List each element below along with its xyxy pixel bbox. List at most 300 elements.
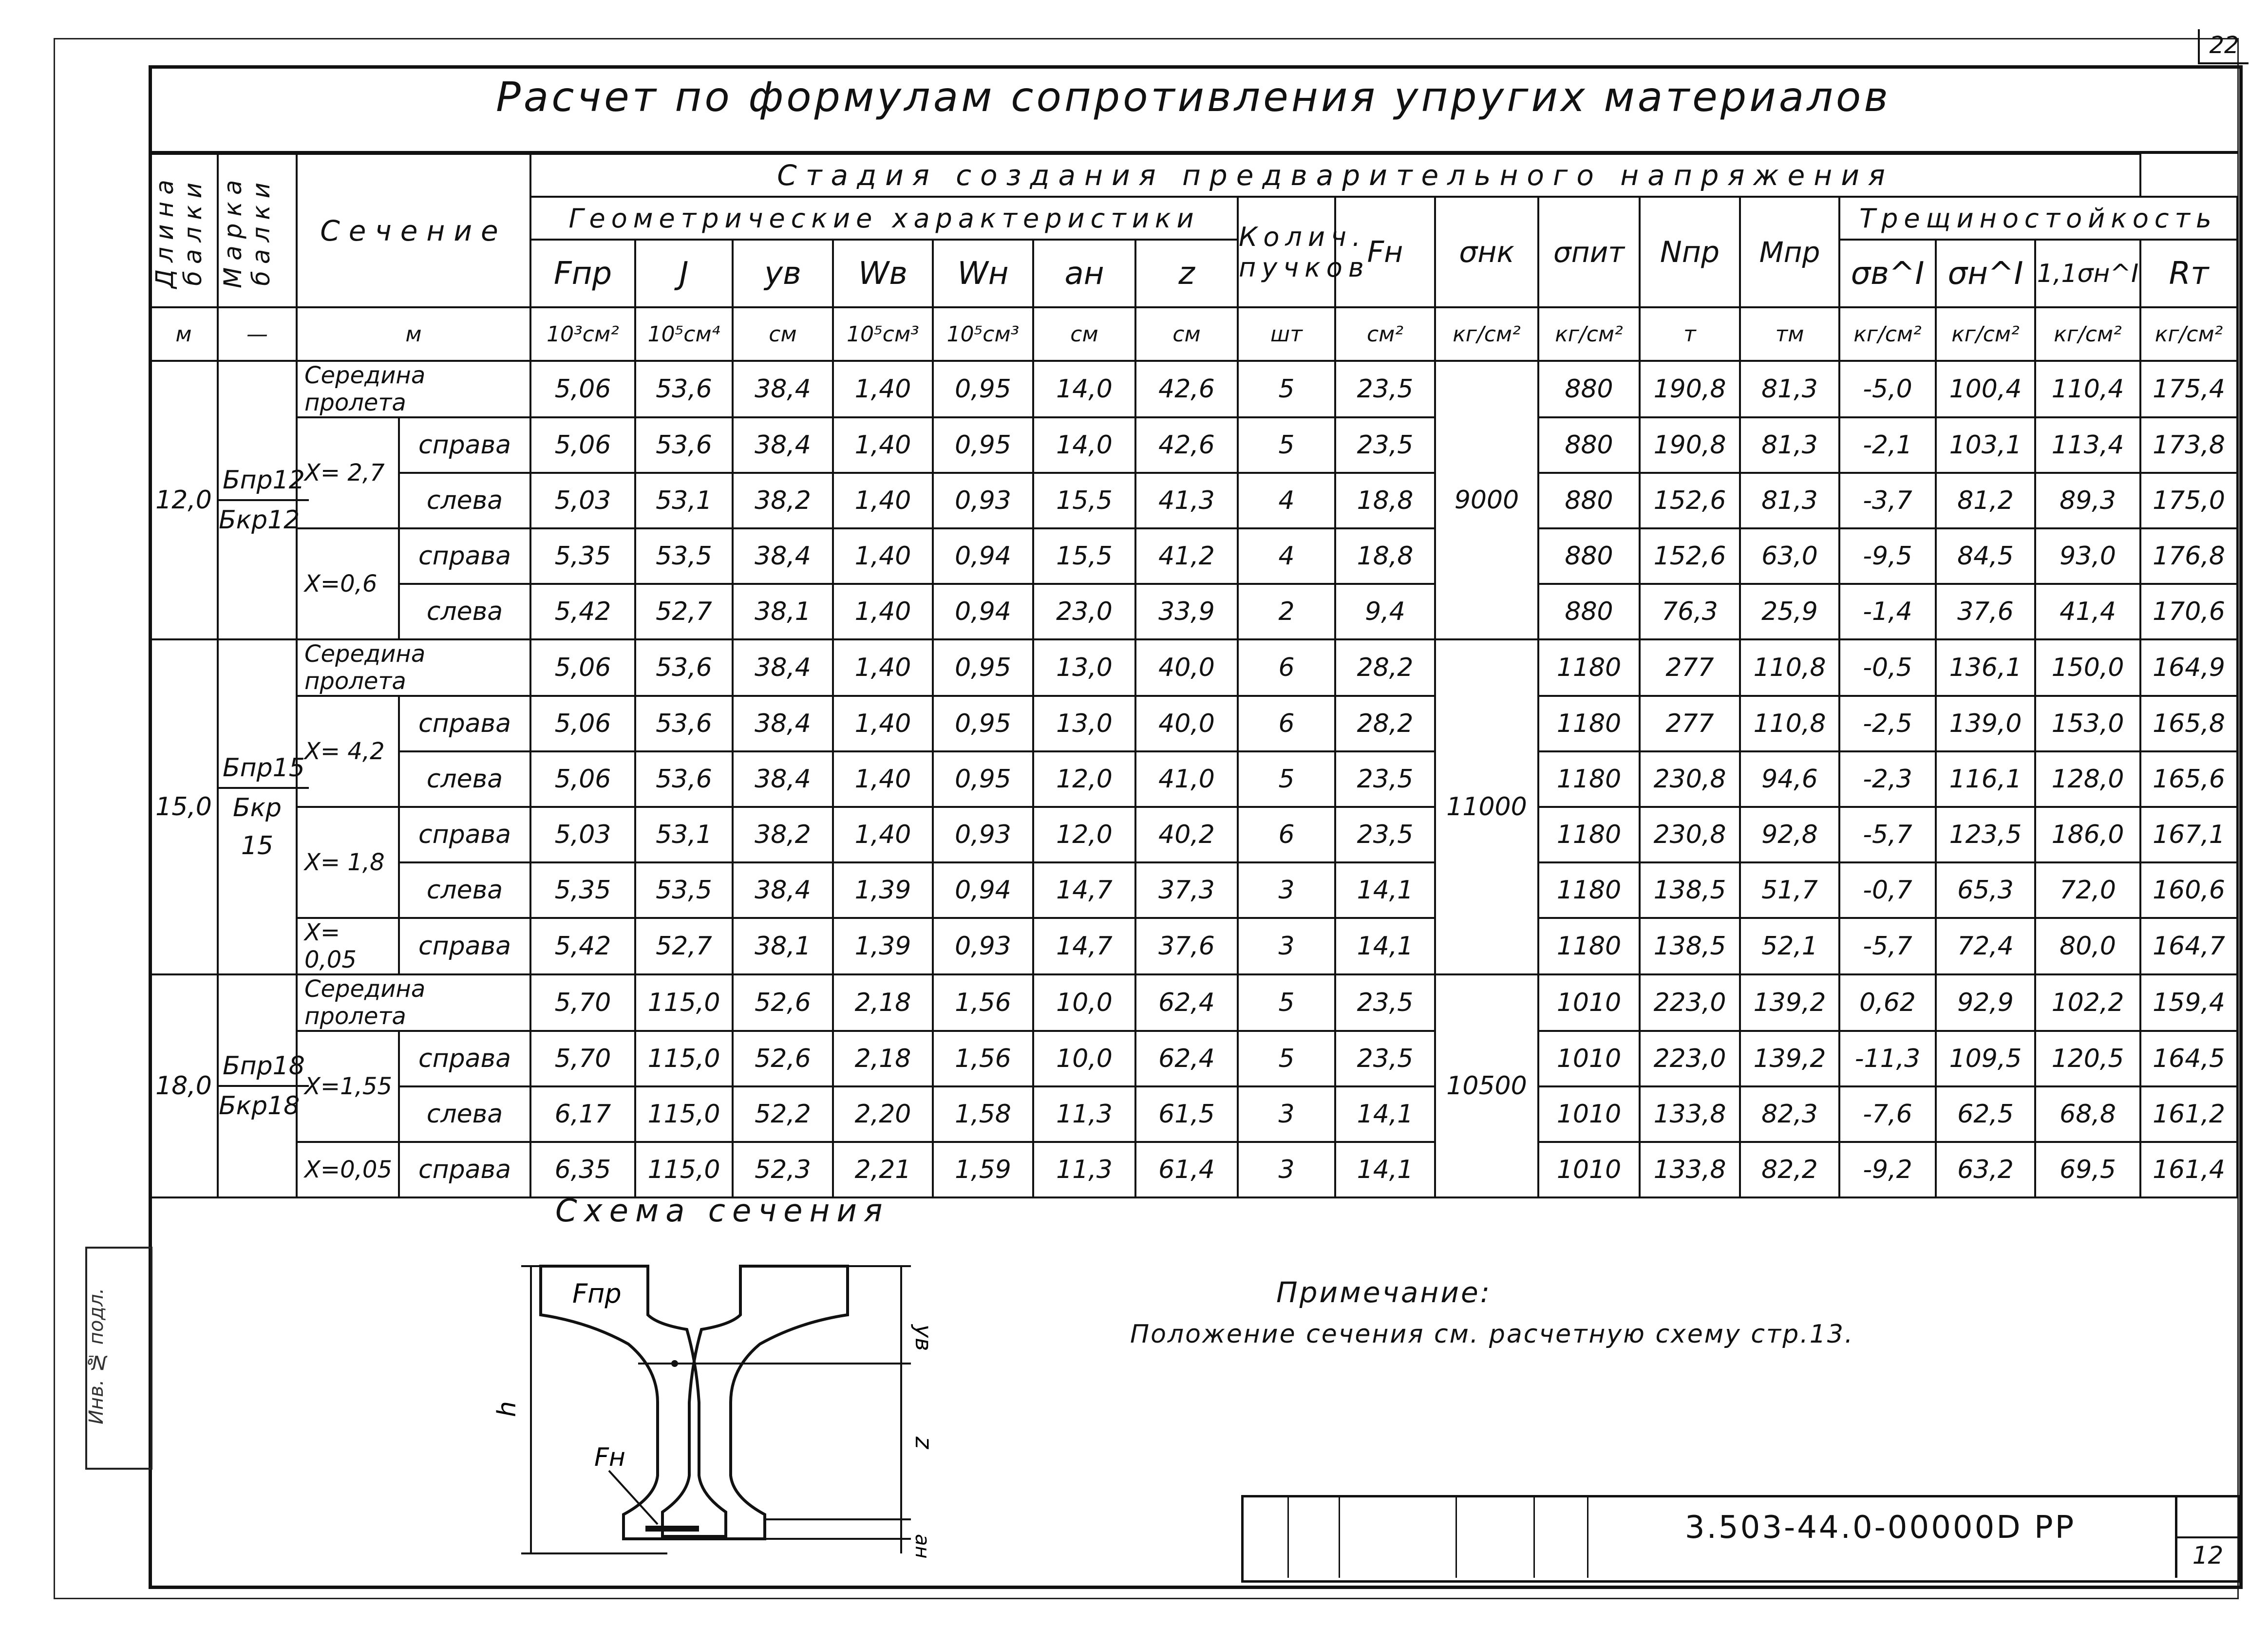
table-row [150,417,2237,473]
cell-x-position: X=0,6 [297,528,399,639]
cell-value: 53,6 [635,361,733,417]
cell-x-position: X= 2,7 [297,417,399,528]
cell-value: 0,93 [933,807,1033,862]
unit-z: см [1135,307,1238,361]
cell-value: 880 [1538,584,1640,639]
cell-value: 3 [1238,1142,1335,1197]
unit-j: 10⁵см⁴ [635,307,733,361]
cell-value: 92,8 [1740,807,1839,862]
cell-value: 62,5 [1936,1086,2035,1142]
cell-value: 81,3 [1740,361,1839,417]
label-z: z [910,1437,937,1449]
hdr-length: Длина балки [150,154,218,307]
unit-wn: 10⁵см³ [933,307,1033,361]
cell-value: 165,6 [2140,751,2237,807]
cell-value: 94,6 [1740,751,1839,807]
cell-side: слева [399,862,530,918]
cell-value: 52,7 [635,584,733,639]
cell-value: 38,4 [733,751,833,807]
cell-value: 5,42 [530,584,635,639]
cell-value: 0,93 [933,473,1033,528]
cell-x-position: X=1,55 [297,1031,399,1142]
cell-value: 13,0 [1033,639,1135,696]
cell-value: 13,0 [1033,696,1135,751]
cell-value: 5,70 [530,974,635,1031]
cell-value: 6,35 [530,1142,635,1197]
cell-value: 0,94 [933,862,1033,918]
unit-an: см [1033,307,1135,361]
cell-value: 92,9 [1936,974,2035,1031]
cell-value: 18,8 [1335,473,1435,528]
table-row [150,918,2237,974]
cell-value: 1,40 [833,751,933,807]
cell-value: 175,4 [2140,361,2237,417]
hdr-brand: Марка балки [218,154,297,307]
hdr-col-yv: yв [733,240,833,307]
hdr-col-fn: Fн [1335,197,1435,307]
cell-value: 14,7 [1033,918,1135,974]
cell-value: 53,1 [635,807,733,862]
cell-value: 223,0 [1640,974,1740,1031]
hdr-stage: Стадия создания предварительного напряжения [530,154,2140,197]
label-yv: yв [910,1325,937,1351]
cell-value: 0,95 [933,696,1033,751]
note-heading: Примечание: [1276,1276,1492,1309]
cell-value: 76,3 [1640,584,1740,639]
label-fn: Fн [594,1443,625,1472]
cell-brand [218,974,305,1197]
cell-value: 1,40 [833,639,933,696]
cell-value: 277 [1640,639,1740,696]
cell-side: справа [399,807,530,862]
cell-value: 1,56 [933,1031,1033,1086]
cell-value: 53,1 [635,473,733,528]
cell-value: 82,3 [1740,1086,1839,1142]
cell-side: справа [399,417,530,473]
hdr-col-fpr: Fпр [530,240,635,307]
cell-value: 52,2 [733,1086,833,1142]
cell-value: 0,93 [933,918,1033,974]
cell-value: 1,40 [833,584,933,639]
table-row [150,807,2237,862]
hdr-col-npr: Nпр [1640,197,1740,307]
cell-value: -2,1 [1839,417,1936,473]
cell-value: 1010 [1538,1031,1640,1086]
cell-value: 42,6 [1135,361,1238,417]
cell-value: 38,1 [733,918,833,974]
cell-value: 1,40 [833,696,933,751]
cell-value: 12,0 [1033,751,1135,807]
cell-brand [218,639,305,974]
cell-value: 52,3 [733,1142,833,1197]
cell-value: 5,03 [530,807,635,862]
cell-section: Середина пролета [297,639,530,696]
cell-value: 109,5 [1936,1031,2035,1086]
unit-npr: т [1640,307,1740,361]
calc-table [149,153,2238,1198]
label-an: aн [911,1534,933,1559]
cell-value: 113,4 [2035,417,2140,473]
cell-value: 42,6 [1135,417,1238,473]
cell-value: 2,21 [833,1142,933,1197]
cell-value: 165,8 [2140,696,2237,751]
cell-value: 12,0 [1033,807,1135,862]
cell-value: 1,58 [933,1086,1033,1142]
cell-value: 159,4 [2140,974,2237,1031]
hdr-geometric: Геометрические характеристики [530,197,1238,240]
hdr-col-wn: Wн [933,240,1033,307]
cell-side: слева [399,473,530,528]
cell-value: 40,0 [1135,696,1238,751]
cell-value: 6 [1238,696,1335,751]
tendon-mark [645,1526,699,1532]
unit-fn: см² [1335,307,1435,361]
cell-value: 25,9 [1740,584,1839,639]
cell-value: 230,8 [1640,807,1740,862]
cell-value: 1180 [1538,751,1640,807]
cell-value: 23,0 [1033,584,1135,639]
cell-value: 0,95 [933,361,1033,417]
table-row [150,1142,2237,1197]
cell-value: 15,5 [1033,473,1135,528]
cell-value: 175,0 [2140,473,2237,528]
cell-value: 14,1 [1335,1086,1435,1142]
cell-value: 38,1 [733,584,833,639]
cell-value: 880 [1538,417,1640,473]
cell-section: Середина пролета [297,361,530,417]
cell-value: 5,06 [530,696,635,751]
cell-value: 14,1 [1335,918,1435,974]
cell-sigma-nk: 10500 [1435,974,1538,1197]
brand-top: Бпр15 [219,749,309,789]
table-row [150,696,2237,751]
hdr-col-sn: σн^I [1936,240,2035,307]
cell-section: Середина пролета [297,974,530,1031]
hdr-col-j: J [635,240,733,307]
side-stamp-text: Инв. № подл. [85,1288,108,1425]
cell-value: -9,5 [1839,528,1936,584]
cell-value: 38,4 [733,528,833,584]
unit-length: м [150,307,218,361]
hdr-col-an: aн [1033,240,1135,307]
brand-top: Бпр18 [219,1047,309,1087]
cell-value: 40,0 [1135,639,1238,696]
cell-value: -2,3 [1839,751,1936,807]
page-title: Расчет по формулам сопротивления упругих материалов [496,73,1891,121]
table-row [150,1031,2237,1086]
cell-value: 80,0 [2035,918,2140,974]
cell-value: 1,39 [833,862,933,918]
cell-value: -7,6 [1839,1086,1936,1142]
cell-value: -5,0 [1839,361,1936,417]
sheet-number: 12 [2177,1536,2238,1570]
table-row [150,974,2237,1031]
cell-value: 52,1 [1740,918,1839,974]
cell-value: 110,8 [1740,696,1839,751]
cell-value: 1,39 [833,918,933,974]
cell-value: -11,3 [1839,1031,1936,1086]
top-sheet-number: 22 [2198,29,2249,64]
cell-value: 52,6 [733,974,833,1031]
cell-value: 1180 [1538,696,1640,751]
cell-value: 89,3 [2035,473,2140,528]
unit-sn: кг/см² [1936,307,2035,361]
cell-value: 23,5 [1335,361,1435,417]
cell-value: 23,5 [1335,1031,1435,1086]
unit-yv: см [733,307,833,361]
unit-snk: кг/см² [1435,307,1538,361]
cell-value: 128,0 [2035,751,2140,807]
cell-value: 161,2 [2140,1086,2237,1142]
cell-value: 40,2 [1135,807,1238,862]
cell-value: 115,0 [635,1086,733,1142]
cell-value: 1,56 [933,974,1033,1031]
cell-value: 41,3 [1135,473,1238,528]
cell-value: 1010 [1538,1086,1640,1142]
cell-value: 164,9 [2140,639,2237,696]
cell-value: 37,6 [1135,918,1238,974]
note-text: Положение сечения см. расчетную схему стр.13. [1130,1320,1854,1349]
table-row [150,639,2237,696]
cell-value: -5,7 [1839,807,1936,862]
cell-value: 1,40 [833,473,933,528]
cell-value: 2,18 [833,974,933,1031]
cell-value: 186,0 [2035,807,2140,862]
cell-sigma-nk: 9000 [1435,361,1538,639]
cell-value: 38,4 [733,862,833,918]
cell-value: 5,42 [530,918,635,974]
cell-value: 100,4 [1936,361,2035,417]
cell-value: 173,8 [2140,417,2237,473]
cell-value: 23,5 [1335,751,1435,807]
cell-value: 61,5 [1135,1086,1238,1142]
unit-section: м [297,307,530,361]
cell-value: 63,0 [1740,528,1839,584]
cell-value: 5,70 [530,1031,635,1086]
cell-value: 14,7 [1033,862,1135,918]
cell-value: 133,8 [1640,1142,1740,1197]
brand-top: Бпр12 [219,461,309,501]
cell-value: 2,18 [833,1031,933,1086]
cell-value: 138,5 [1640,862,1740,918]
hdr-section: Сечение [297,154,530,307]
sheet-number-cell [2175,1495,2238,1578]
cell-value: 139,2 [1740,974,1839,1031]
cell-value: 230,8 [1640,751,1740,807]
cell-value: 15,5 [1033,528,1135,584]
cell-value: 5,06 [530,639,635,696]
cell-value: 161,4 [2140,1142,2237,1197]
cell-value: 1180 [1538,807,1640,862]
cell-value: -2,5 [1839,696,1936,751]
cell-side: справа [399,918,530,974]
cell-value: 223,0 [1640,1031,1740,1086]
cell-value: -9,2 [1839,1142,1936,1197]
brand-bottom: Бкр 15 [232,793,282,860]
cell-value: 63,2 [1936,1142,2035,1197]
table-row [150,584,2237,639]
cell-value: -3,7 [1839,473,1936,528]
cell-value: 6 [1238,639,1335,696]
cell-value: 38,4 [733,639,833,696]
cell-value: 72,0 [2035,862,2140,918]
cell-value: 1180 [1538,862,1640,918]
cell-value: 81,2 [1936,473,2035,528]
unit-11sn: кг/см² [2035,307,2140,361]
hdr-col-snk: σнк [1435,197,1538,307]
cell-value: 115,0 [635,974,733,1031]
cell-value: 110,4 [2035,361,2140,417]
cell-value: 0,94 [933,584,1033,639]
doc-code: 3.503-44.0-00000D PP [1684,1510,2076,1546]
cell-value: 139,0 [1936,696,2035,751]
cell-length: 12,0 [150,361,218,639]
cell-value: 53,6 [635,751,733,807]
cell-value: 5 [1238,974,1335,1031]
cell-value: 4 [1238,473,1335,528]
table-row [150,751,2237,807]
cell-value: 10,0 [1033,974,1135,1031]
unit-count: шт [1238,307,1335,361]
cell-value: 14,0 [1033,361,1135,417]
cell-value: 51,7 [1740,862,1839,918]
hdr-col-z: z [1135,240,1238,307]
cell-value: 103,1 [1936,417,2035,473]
cell-value: 28,2 [1335,639,1435,696]
cell-value: 33,9 [1135,584,1238,639]
cell-value: 152,6 [1640,473,1740,528]
cell-value: 14,1 [1335,1142,1435,1197]
cell-value: 41,4 [2035,584,2140,639]
cell-value: 1,40 [833,417,933,473]
unit-rt: кг/см² [2140,307,2237,361]
cell-value: 53,6 [635,696,733,751]
cell-value: 0,95 [933,639,1033,696]
cell-value: 4 [1238,528,1335,584]
cell-value: 14,0 [1033,417,1135,473]
cell-value: -0,5 [1839,639,1936,696]
label-h: h [492,1401,522,1417]
cell-value: 37,6 [1936,584,2035,639]
cell-value: 5 [1238,751,1335,807]
cell-value: 5 [1238,1031,1335,1086]
cell-value: 38,4 [733,417,833,473]
cell-x-position: X=0,05 [297,1142,399,1197]
cell-brand [218,361,305,639]
cell-value: 5 [1238,361,1335,417]
cell-value: 6,17 [530,1086,635,1142]
cell-value: 277 [1640,696,1740,751]
cell-value: 3 [1238,1086,1335,1142]
cell-value: 150,0 [2035,639,2140,696]
cell-value: 0,94 [933,528,1033,584]
cell-value: 81,3 [1740,473,1839,528]
cell-side: справа [399,1142,530,1197]
cell-value: 65,3 [1936,862,2035,918]
cell-value: 62,4 [1135,974,1238,1031]
cell-value: -5,7 [1839,918,1936,974]
table-row [150,528,2237,584]
cell-x-position: X= 0,05 [297,918,399,974]
cell-value: 133,8 [1640,1086,1740,1142]
unit-wv: 10⁵см³ [833,307,933,361]
cell-value: 2 [1238,584,1335,639]
cell-value: 3 [1238,918,1335,974]
unit-sv: кг/см² [1839,307,1936,361]
brand-bottom: Бкр12 [219,505,300,535]
cell-value: 2,20 [833,1086,933,1142]
cell-value: 138,5 [1640,918,1740,974]
cell-value: 152,6 [1640,528,1740,584]
hdr-col-mpr: Mпр [1740,197,1839,307]
cell-value: 93,0 [2035,528,2140,584]
cell-value: 1,40 [833,807,933,862]
hdr-count: Колич. пучков [1238,197,1335,307]
cell-value: 41,2 [1135,528,1238,584]
cell-value: 23,5 [1335,807,1435,862]
cell-value: 120,5 [2035,1031,2140,1086]
cell-value: 880 [1538,361,1640,417]
cell-value: 53,5 [635,528,733,584]
cell-value: 1010 [1538,1142,1640,1197]
cell-value: 38,4 [733,696,833,751]
cell-value: 880 [1538,473,1640,528]
hdr-col-rt: Rт [2140,240,2237,307]
table-row [150,1086,2237,1142]
cell-value: 38,2 [733,807,833,862]
cell-value: 18,8 [1335,528,1435,584]
cell-length: 15,0 [150,639,218,974]
cell-value: 115,0 [635,1031,733,1086]
cell-side: справа [399,528,530,584]
cell-value: 5 [1238,417,1335,473]
cell-value: 3 [1238,862,1335,918]
unit-fpr: 10³см² [530,307,635,361]
cell-value: 72,4 [1936,918,2035,974]
cell-x-position: X= 4,2 [297,696,399,807]
cell-value: 1180 [1538,639,1640,696]
cell-value: 52,6 [733,1031,833,1086]
cell-value: 5,35 [530,862,635,918]
table-row [150,473,2237,528]
cell-value: 52,7 [635,918,733,974]
schema-title: Схема сечения [555,1193,889,1229]
cell-value: 1,40 [833,528,933,584]
label-fpr: Fпр [572,1278,622,1309]
cell-value: 123,5 [1936,807,2035,862]
cell-value: 6 [1238,807,1335,862]
hdr-col-sv: σв^I [1839,240,1936,307]
unit-mpr: тм [1740,307,1839,361]
cell-value: 1,59 [933,1142,1033,1197]
hdr-crack: Трещиностойкость [1839,197,2237,240]
cell-value: 116,1 [1936,751,2035,807]
cell-value: 176,8 [2140,528,2237,584]
cell-side: слева [399,1086,530,1142]
cell-value: 0,95 [933,417,1033,473]
hdr-col-wv: Wв [833,240,933,307]
cell-value: 28,2 [1335,696,1435,751]
cell-value: 5,06 [530,417,635,473]
cell-value: 69,5 [2035,1142,2140,1197]
cell-value: 880 [1538,528,1640,584]
cell-value: 9,4 [1335,584,1435,639]
table-row [150,361,2237,417]
cell-value: 153,0 [2035,696,2140,751]
cell-value: 110,8 [1740,639,1839,696]
cell-value: 53,6 [635,417,733,473]
cell-side: справа [399,1031,530,1086]
